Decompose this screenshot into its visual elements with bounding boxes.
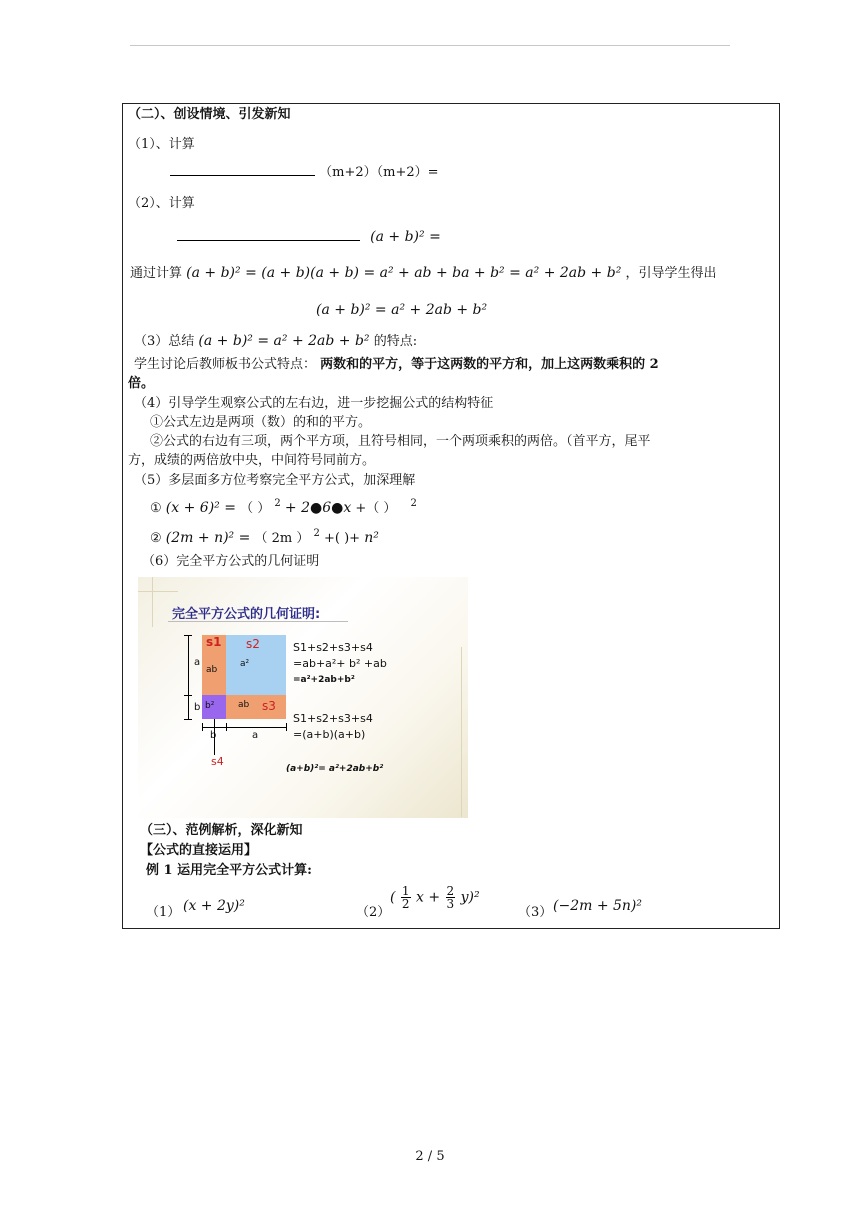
section2-heading: （二）、创设情境、引发新知: [128, 107, 291, 122]
region-s4: [202, 695, 226, 719]
summary-expr: (a + b)² = a² + 2ab + b²: [198, 333, 370, 349]
figure-title: 完全平方公式的几何证明:: [172, 607, 321, 622]
problem-2-label: （2）: [356, 905, 391, 920]
observe: （4）引导学生观察公式的左右边，进一步挖掘公式的结构特征: [134, 396, 494, 411]
problem-2-mid: x +: [416, 889, 441, 906]
open-paren: (: [390, 889, 396, 906]
side-b-label: b: [194, 702, 201, 713]
header-rule: [130, 45, 730, 46]
calc1-expr: （m+2）（m+2）=: [319, 165, 439, 180]
problem-2-expr: [390, 885, 480, 910]
multi-aspect: （5）多层面多方位考察完全平方公式，加深理解: [134, 473, 416, 488]
blank-1: （ ）: [240, 501, 271, 516]
page-number: 2 / 5: [415, 1149, 445, 1164]
derive-expr: (a + b)² = (a + b)(a + b) = a² + ab + ba + b² = a² + 2ab + b²: [186, 265, 622, 281]
calc1-row: [170, 165, 439, 181]
left-dimension: [188, 635, 189, 719]
blank-2: +（ ）: [355, 501, 397, 516]
example-1: 例 1 运用完全平方公式计算:: [146, 863, 312, 878]
exercise-2: [150, 530, 379, 548]
calc2-expr: (a + b)² =: [370, 229, 441, 245]
power: 2: [313, 528, 320, 539]
sum2-line1: S1+s2+s3+s4: [293, 712, 373, 725]
summary-suffix: 的特点:: [373, 334, 418, 349]
sum1-line1: S1+s2+s3+s4: [293, 641, 373, 654]
derive-row: [130, 265, 716, 282]
observation-1: ①公式左边是两项（数）的和的平方。: [150, 415, 372, 430]
s4-label: s4: [211, 755, 224, 768]
b2-label: b²: [205, 701, 215, 711]
title-underline: [168, 621, 348, 622]
sum2-line2: =(a+b)(a+b): [293, 728, 366, 741]
discuss-bold: 两数和的平方，等于这两数的平方和，加上这两数乘积的 2: [320, 357, 659, 372]
summary-row: [134, 333, 417, 350]
exercise-1-mark: ①: [150, 501, 162, 516]
s1-label: s1: [206, 635, 222, 649]
numerator: 1: [401, 884, 410, 898]
denominator: 3: [446, 897, 455, 911]
blank-1: （ 2m ）: [254, 531, 310, 546]
calc1-label: （1）、计算: [128, 137, 195, 152]
blank-2: +( )+: [324, 531, 361, 546]
s2-label: s2: [246, 637, 260, 651]
problem-3-label: （3）: [518, 905, 553, 920]
section3-heading: （三）、范例解析，深化新知: [140, 823, 303, 838]
geometry-figure: [138, 577, 468, 818]
power: 2: [410, 498, 417, 509]
fraction-half: [401, 885, 411, 910]
figure-result: (a+b)²= a²+2ab+b²: [286, 764, 384, 774]
geometry-proof-label: （6）完全平方公式的几何证明: [142, 554, 320, 569]
observation-2: ②公式的右边有三项，两个平方项，且符号相同，一个两项乘积的两倍。（首平方，尾平: [150, 434, 651, 449]
numerator: 2: [446, 884, 455, 898]
power: 2: [274, 498, 281, 509]
summary-prefix: （3）总结: [134, 334, 195, 349]
discuss-prefix: 学生讨论后教师板书公式特点：: [134, 357, 317, 372]
problem-1-label: （1）: [146, 905, 181, 920]
problem-2-end: y)²: [460, 889, 480, 906]
answer-blank: [170, 165, 315, 176]
denominator: 2: [401, 897, 410, 911]
a2-label: a²: [240, 659, 250, 669]
problem-1-expr: (x + 2y)²: [183, 898, 245, 914]
exercise-1: [150, 500, 417, 518]
exercise-1-lhs: (x + 6)² =: [165, 500, 236, 516]
region-s1: [202, 635, 226, 695]
fraction-two-thirds: [446, 885, 456, 910]
sum1-line2: =ab+a²+ b² +ab: [293, 657, 387, 670]
bottom-b-label: b: [210, 730, 217, 741]
s3-label: s3: [262, 699, 276, 713]
answer-blank: [177, 230, 360, 241]
sum1-line3: =a²+2ab+b²: [293, 675, 355, 685]
exercise-1-mid: + 2●6●x: [284, 500, 352, 516]
side-a-label: a: [194, 657, 201, 668]
discuss-bold-cont: 倍。: [128, 376, 155, 391]
discuss-row: [134, 357, 659, 373]
problem-3-expr: (−2m + 5n)²: [553, 898, 643, 914]
region-s2: [226, 635, 286, 695]
exercise-2-mark: ②: [150, 531, 162, 546]
derive-prefix: 通过计算: [130, 266, 183, 281]
ab-top-label: ab: [206, 665, 218, 675]
region-s3: [226, 695, 286, 719]
derive-suffix: ，引导学生得出: [625, 266, 717, 281]
observation-2-cont: 方，成绩的两倍放中央，中间符号同前方。: [128, 453, 376, 468]
calc2-row: [177, 229, 441, 246]
bottom-a-label: a: [252, 730, 259, 741]
formula: (a + b)² = a² + 2ab + b²: [316, 302, 488, 318]
section3-sub: 【公式的直接运用】: [140, 843, 258, 858]
exercise-2-n: n²: [364, 530, 379, 546]
calc2-label: （2）、计算: [128, 196, 195, 211]
exercise-2-lhs: (2m + n)² =: [165, 530, 251, 546]
ab-bottom-label: ab: [238, 700, 250, 710]
